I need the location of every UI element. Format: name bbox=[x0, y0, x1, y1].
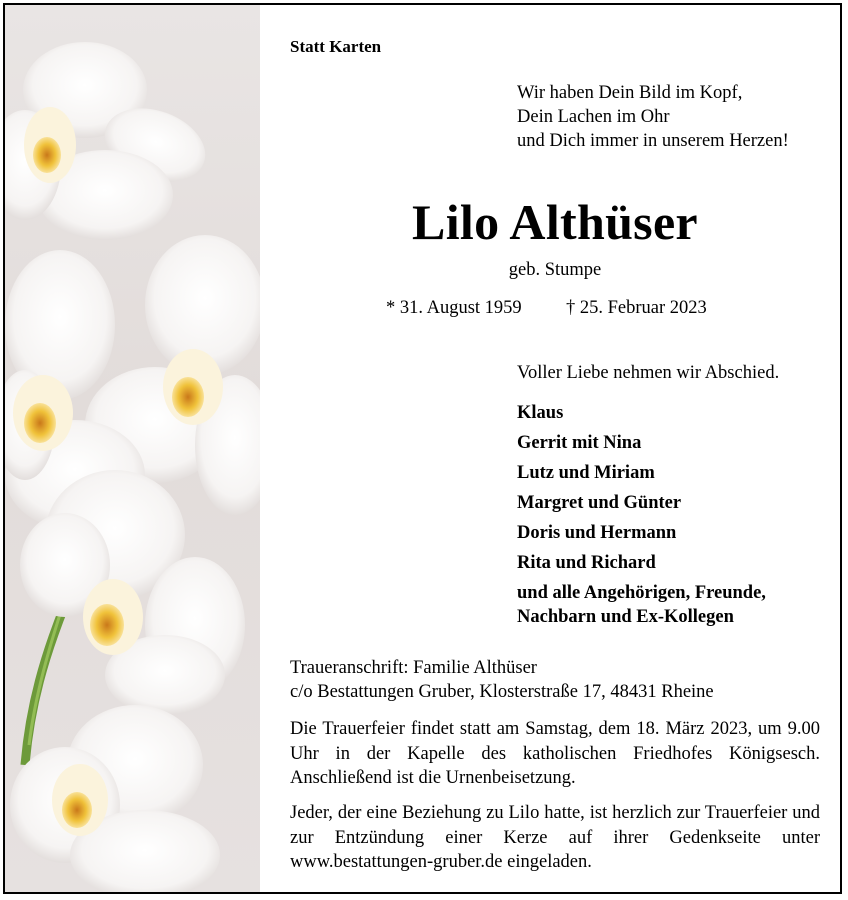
mourners-list bbox=[517, 398, 766, 627]
mourners-closing-line: Nachbarn und Ex-Kollegen bbox=[517, 607, 734, 627]
motto-line: und Dich immer in unserem Herzen! bbox=[517, 131, 789, 151]
mourning-address bbox=[290, 656, 714, 704]
invitation-paragraph: Jeder, der eine Beziehung zu Lilo hatte, ist herzlich zur Trauerfeier und zur Entzündung einer Kerze auf ihrer Gedenkseite unter www.bestattungen-gruber.de eingeladen. bbox=[290, 803, 820, 872]
mourner-name: Lutz und Miriam bbox=[517, 463, 655, 483]
orchid-photo bbox=[5, 5, 260, 892]
mourners-closing bbox=[517, 581, 766, 627]
deceased-name: Lilo Althüser bbox=[412, 194, 698, 250]
motto-line: Dein Lachen im Ohr bbox=[517, 107, 670, 127]
obituary-card bbox=[3, 3, 842, 894]
obituary-text bbox=[260, 5, 840, 892]
header-title: Statt Karten bbox=[290, 37, 382, 56]
mourner-name: Margret und Günter bbox=[517, 493, 682, 513]
orchid-illustration bbox=[5, 5, 260, 892]
motto-line: Wir haben Dein Bild im Kopf, bbox=[517, 83, 743, 103]
address-line: Traueranschrift: Familie Althüser bbox=[290, 658, 537, 678]
mourner-name: Doris und Hermann bbox=[517, 523, 677, 543]
birth-date: * 31. August 1959 bbox=[386, 298, 522, 318]
mourners-closing-line: und alle Angehörigen, Freunde, bbox=[517, 583, 766, 603]
address-line: c/o Bestattungen Gruber, Klosterstraße 17, 48431 Rheine bbox=[290, 682, 714, 702]
death-date: † 25. Februar 2023 bbox=[566, 298, 707, 318]
motto-verse bbox=[517, 81, 789, 153]
maiden-name: geb. Stumpe bbox=[508, 260, 602, 280]
mourner-name: Klaus bbox=[517, 403, 564, 423]
mourner-name: Rita und Richard bbox=[517, 553, 656, 573]
ceremony-paragraph: Die Trauerfeier findet statt am Samstag, dem 18. März 2023, um 9.00 Uhr in der Kapelle des katholischen Friedhofes Königsesch. Anschließend ist die Urnenbeisetzung. bbox=[290, 719, 820, 788]
farewell-line: Voller Liebe nehmen wir Abschied. bbox=[517, 363, 780, 383]
mourner-name: Gerrit mit Nina bbox=[517, 433, 642, 453]
